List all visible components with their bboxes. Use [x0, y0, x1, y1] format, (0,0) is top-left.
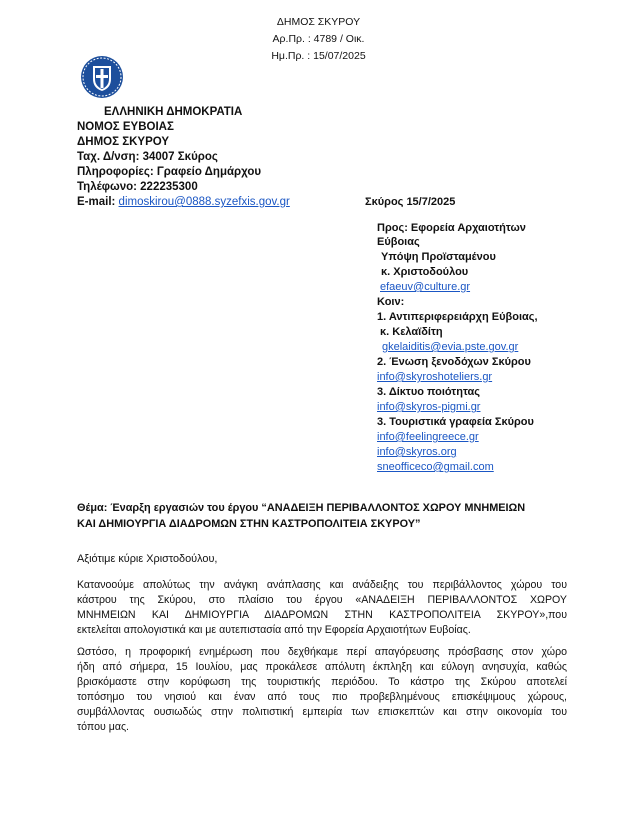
header-municipality: ΔΗΜΟΣ ΣΚΥΡΟΥ: [276, 16, 361, 28]
recipient-person: κ. Χριστοδούλου: [381, 266, 469, 278]
email-row: [77, 196, 290, 208]
paragraph-2-line: βρισκόμαστε στην κορύφωση της τουριστικής περιόδου. Το κάστρο της Σκύρου αποτελεί: [77, 676, 567, 688]
postal-address: Ταχ. Δ/νση: 34007 Σκύρος: [77, 151, 218, 163]
subject-line-2: ΚΑΙ ΔΗΜΙΟΥΡΓΙΑ ΔΙΑΔΡΟΜΩΝ ΣΤΗΝ ΚΑΣΤΡΟΠΟΛΙΤΕΙΑ ΣΚΥΡΟΥ”: [77, 518, 421, 530]
paragraph-2-line: ήδη από σήμερα, 15 Ιουλίου, μας προκάλεσε απόλυτη έκπληξη και εύλογη ανησυχία, καθώς: [77, 661, 567, 673]
paragraph-2-line: τοπόσημο του νησιού και έναν από τους πιο προβεβλημένους επισκέψιμους χώρους,: [77, 691, 567, 703]
cc4-title: 3. Τουριστικά γραφεία Σκύρου: [377, 416, 534, 428]
cc3-email-link[interactable]: info@skyros-pigmi.gr: [377, 401, 481, 413]
cc-label: Κοιν:: [377, 296, 405, 308]
paragraph-1: [77, 578, 567, 638]
phone: Τηλέφωνο: 222235300: [77, 181, 198, 193]
email-label: E-mail:: [77, 196, 116, 208]
cc1-title: 1. Αντιπεριφερειάρχη Εύβοιας,: [377, 311, 538, 323]
prefecture: ΝΟΜΟΣ ΕΥΒΟΙΑΣ: [77, 121, 174, 133]
cc2-title: 2. Ένωση ξενοδόχων Σκύρου: [377, 356, 531, 368]
recipient-email-link[interactable]: efaeuv@culture.gr: [380, 281, 471, 293]
paragraph-1-line: ΜΝΗΜΕΙΩΝ ΚΑΙ ΔΗΜΙΟΥΡΓΙΑ ΔΙΑΔΡΟΜΩΝ ΣΤΗΝ ΚΑΣΤΡΟΠΟΛΙΤΕΙΑ ΣΚΥΡΟΥ»,που: [77, 609, 567, 621]
cc4-email3-link[interactable]: sneofficeco@gmail.com: [377, 461, 494, 473]
cc4-email2-link[interactable]: info@skyros.org: [377, 446, 457, 458]
recipient-attention: Υπόψη Προϊσταμένου: [381, 251, 496, 263]
republic-title: ΕΛΛΗΝΙΚΗ ΔΗΜΟΚΡΑΤΙΑ: [104, 106, 243, 118]
date-place: Σκύρος 15/7/2025: [365, 196, 456, 208]
cc2-email-link[interactable]: info@skyroshoteliers.gr: [377, 371, 493, 383]
paragraph-2-line: συμβάλλοντας ουσιωδώς στην πολιτιστική εμπειρία των επισκεπτών και στην οικονομία του: [77, 706, 567, 718]
subject-line-1: Θέμα: Έναρξη εργασιών του έργου “ΑΝΑΔΕΙΞΗ ΠΕΡΙΒΑΛΛΟΝΤΟΣ ΧΩΡΟΥ ΜΝΗΜΕΙΩΝ: [77, 502, 526, 514]
sender-municipality: ΔΗΜΟΣ ΣΚΥΡΟΥ: [77, 136, 170, 148]
paragraph-2-line: τόπου μας.: [77, 721, 129, 733]
salutation: Αξιότιμε κύριε Χριστοδούλου,: [77, 553, 218, 565]
protocol-number: Αρ.Πρ. : 4789 / Οικ.: [272, 33, 365, 45]
recipient-to-cont: Εύβοιας: [377, 236, 420, 248]
paragraph-2-line: Ωστόσο, η προφορική ενημέρωση που δεχθήκαμε περί απαγόρευσης πρόσβασης στον χώρο: [77, 646, 567, 658]
cc3-title: 3. Δίκτυο ποιότητας: [377, 386, 481, 398]
paragraph-1-line: κάστρου της Σκύρου, στο πλαίσιο του έργου «ΑΝΑΔΕΙΞΗ ΠΕΡΙΒΑΛΛΟΝΤΟΣ ΧΩΡΟΥ: [77, 594, 567, 606]
cc1-email-link[interactable]: gkelaiditis@evia.pste.gov.gr: [382, 341, 519, 353]
paragraph-1-line: εκτελείται απολογιστικά και με αυτεπιστασία από την Εφορεία Αρχαιοτήτων Ευβοίας.: [77, 624, 471, 636]
cc4-email1-link[interactable]: info@feelingreece.gr: [377, 431, 479, 443]
cc1-person: κ. Κελαϊδίτη: [380, 326, 443, 338]
paragraph-1-line: Κατανοούμε απολύτως την ανάγκη ανάπλασης και ανάδειξης του περιβάλλοντος χώρου του: [77, 579, 567, 591]
info-contact: Πληροφορίες: Γραφείο Δημάρχου: [77, 166, 262, 178]
recipient-to: Προς: Εφορεία Αρχαιοτήτων: [377, 222, 526, 234]
coat-of-arms-icon: [80, 55, 124, 99]
protocol-date: Ημ.Πρ. : 15/07/2025: [271, 50, 366, 62]
sender-email-link[interactable]: dimoskirou@0888.syzefxis.gov.gr: [118, 196, 290, 208]
paragraph-2: [77, 645, 567, 735]
